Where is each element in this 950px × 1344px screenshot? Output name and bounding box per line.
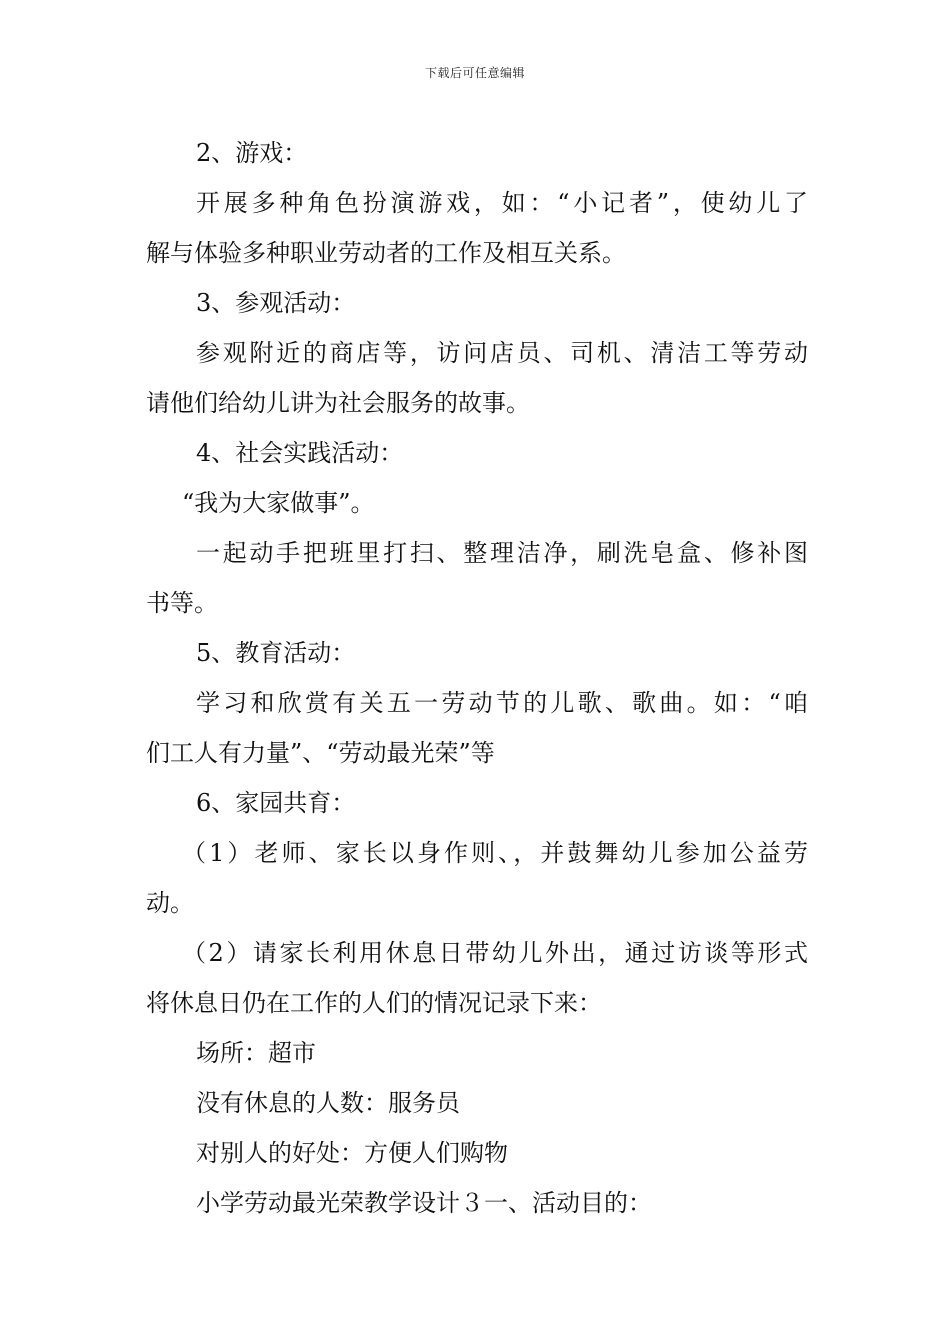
paragraph-line: （2）请家长利用休息日带幼儿外出，通过访谈等形式 bbox=[182, 939, 808, 967]
paragraph-line: 一起动手把班里打扫、整理洁净，刷洗皂盒、修补图 bbox=[196, 539, 808, 567]
paragraph-line: 们工人有力量”、“劳动最光荣”等 bbox=[146, 739, 495, 767]
paragraph-line: 将休息日仍在工作的人们的情况记录下来： bbox=[146, 989, 602, 1017]
paragraph-line: “我为大家做事”。 bbox=[182, 489, 375, 517]
section-heading-home-school: 6、家园共育： bbox=[196, 789, 356, 817]
record-place: 场所：超市 bbox=[196, 1039, 316, 1067]
paragraph-line: 开展多种角色扮演游戏，如：“小记者”，使幼儿了 bbox=[196, 189, 808, 217]
document-body bbox=[146, 128, 808, 1228]
section-heading-education: 5、教育活动： bbox=[196, 639, 356, 667]
section-heading-social-practice: 4、社会实践活动： bbox=[196, 439, 404, 467]
paragraph-line: 学习和欣赏有关五一劳动节的儿歌、歌曲。如：“咱 bbox=[196, 689, 808, 717]
paragraph-line: 解与体验多种职业劳动者的工作及相互关系。 bbox=[146, 239, 626, 267]
paragraph-line: 请他们给幼儿讲为社会服务的故事。 bbox=[146, 389, 530, 417]
paragraph-line: 书等。 bbox=[146, 589, 218, 617]
page-header: 下载后可任意编辑 bbox=[424, 66, 525, 80]
paragraph-line: （1）老师、家长以身作则、，并鼓舞幼儿参加公益劳 bbox=[182, 839, 808, 867]
section-heading-games: 2、游戏： bbox=[196, 139, 308, 167]
paragraph-line: 动。 bbox=[146, 889, 194, 917]
section-heading-visit: 3、参观活动： bbox=[196, 289, 356, 317]
next-section-title: 小学劳动最光荣教学设计３一、活动目的： bbox=[196, 1189, 652, 1217]
record-benefit: 对别人的好处：方便人们购物 bbox=[196, 1139, 508, 1167]
record-workers: 没有休息的人数：服务员 bbox=[196, 1089, 460, 1117]
paragraph-line: 参观附近的商店等，访问店员、司机、清洁工等劳动 bbox=[196, 339, 808, 367]
